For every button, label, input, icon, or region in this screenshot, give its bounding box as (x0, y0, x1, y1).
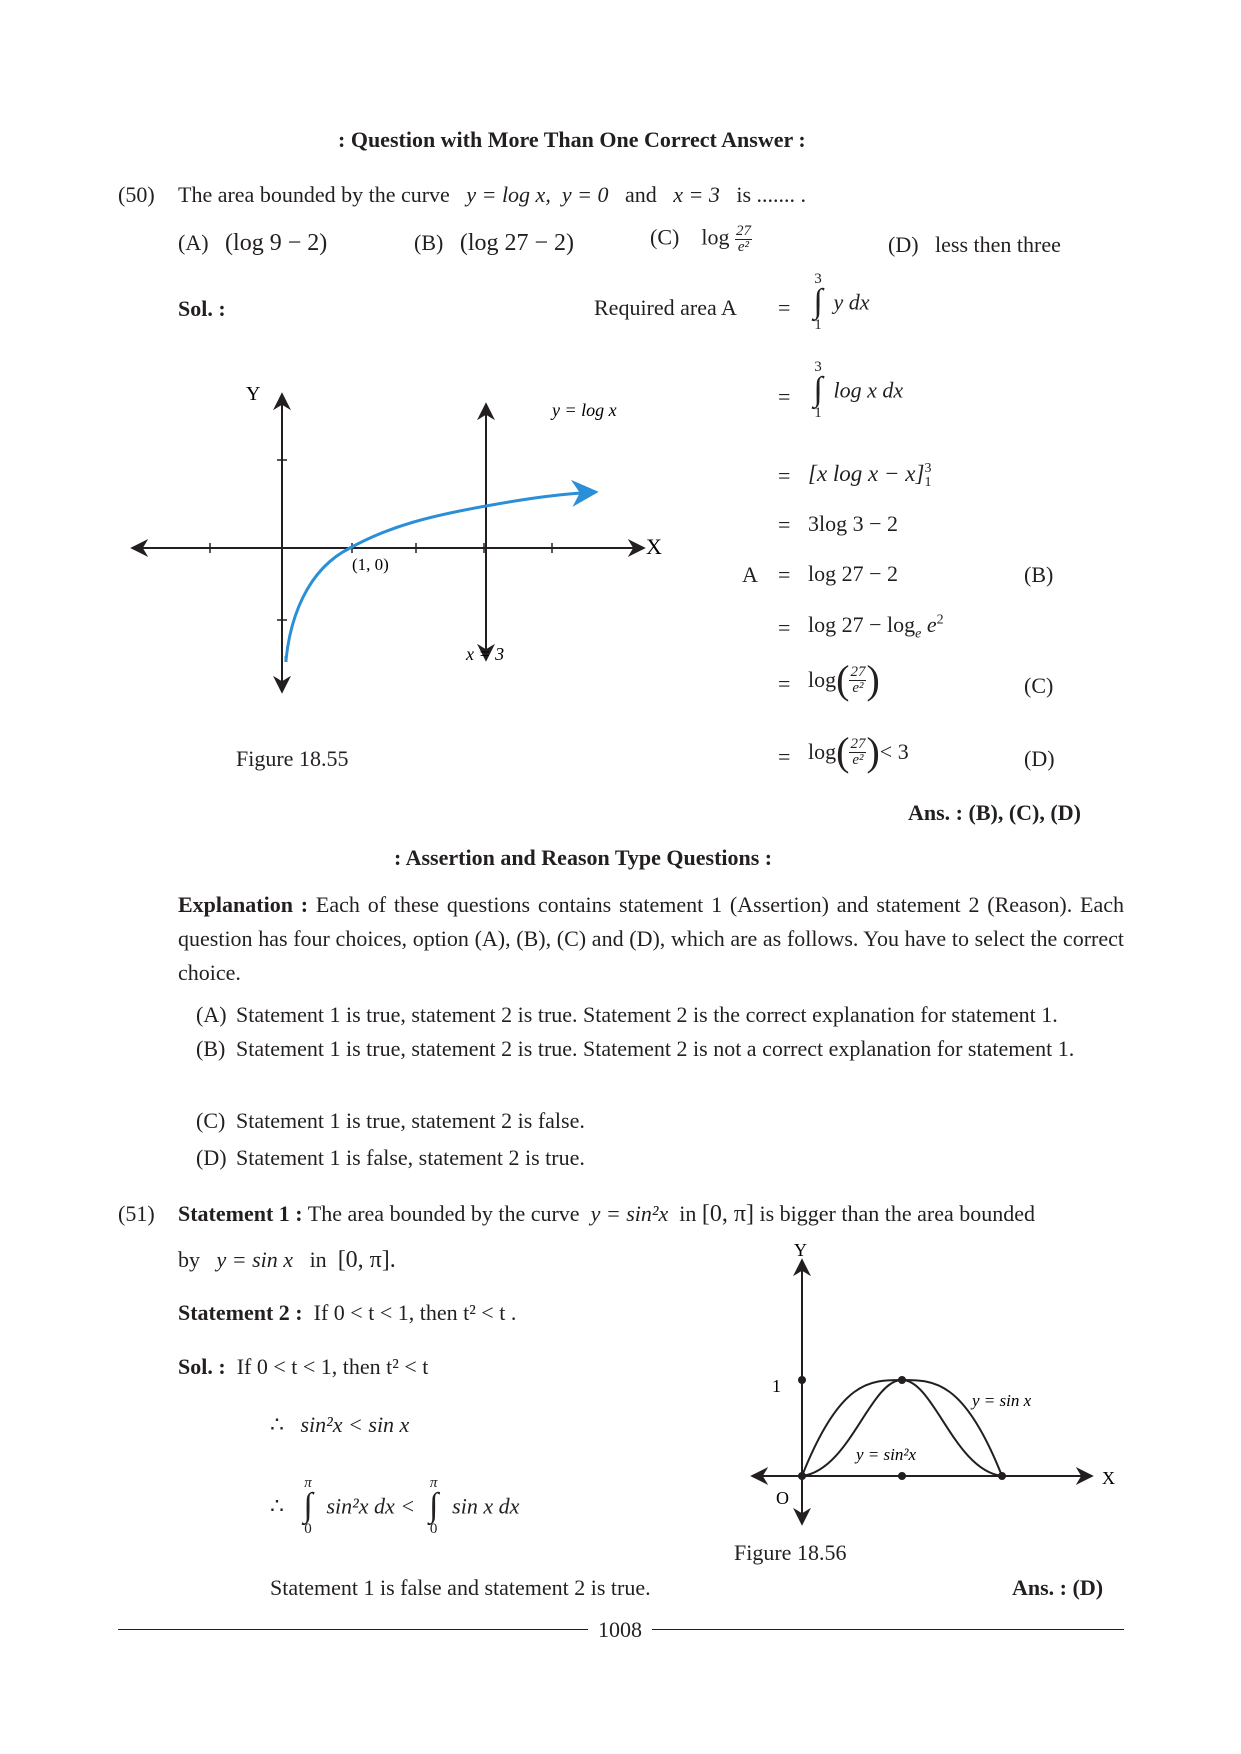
q50-step5: log 27 − 2 (808, 561, 899, 586)
q50-option-c-log: log (701, 224, 730, 250)
footer-rule-right (652, 1629, 1124, 1630)
integral-sign: 3 ∫ 1 (808, 360, 828, 421)
q50-step8: log( $\frac{27}{\text{e²}}$ )< 3 (808, 729, 909, 774)
integral-sign: π ∫ 0 (421, 1476, 447, 1537)
q51-statement-2 (178, 1300, 516, 1326)
q50-step3-upper: 3 (924, 460, 932, 476)
q50-option-c-num: 27 (735, 223, 751, 239)
q51-s1-line2-in: in (309, 1247, 327, 1272)
question-51-number: (51) (118, 1201, 155, 1226)
equals-sign: = (778, 615, 791, 640)
q50-step2-integrand: log x dx (833, 377, 904, 403)
integral-lower-limit: 1 (814, 316, 822, 333)
q50-and: and (624, 182, 657, 207)
figure-18-56-sine-curves (740, 1240, 1140, 1540)
fig55-curve-label: y = log x (552, 400, 617, 420)
footer-rule-left (118, 1629, 588, 1630)
q50-option-a-text: (log 9 − 2) (225, 230, 328, 256)
q50-step8-num: 27 (850, 735, 866, 752)
explanation-option-d (196, 1141, 1164, 1175)
q50-step6-sub: e (915, 626, 922, 642)
q50-step8-tag: (D) (1024, 746, 1055, 771)
equals-sign: = (778, 384, 791, 409)
q50-step6-expr: log 27 − log (808, 612, 916, 637)
equals-sign: = (778, 562, 791, 587)
fig55-line-label: x = 3 (466, 644, 505, 664)
q51-inequality-1: sin²x < sin x (300, 1412, 410, 1437)
q50-step8-tail: < 3 (879, 739, 909, 764)
q51-s1-line2-interval: [0, π]. (337, 1247, 396, 1273)
explanation-option-b-text: Statement 1 is true, statement 2 is true. Statement 2 is not a correct explanation for statement 1. (236, 1036, 1075, 1061)
explanation-option-a-label: (A) (196, 1002, 227, 1027)
fig56-y-label: Y (794, 1240, 807, 1260)
q50-stem-pre: The area bounded by the curve (178, 182, 450, 207)
figure-18-55-caption: Figure 18.55 (236, 746, 349, 771)
q50-step7-tag: (C) (1024, 673, 1054, 698)
q51-statement-1-line2 (178, 1247, 396, 1274)
q50-option-c-fraction (735, 224, 752, 255)
explanation-option-c (196, 1104, 1164, 1138)
q50-solution-label: Sol. : (178, 296, 226, 321)
explanation-option-b (196, 1032, 1164, 1066)
integral-lower-limit: 0 (304, 1520, 312, 1537)
q51-s1-line2-eq: y = sin x (216, 1247, 294, 1272)
fig55-point-label: (1, 0) (352, 555, 389, 574)
q51-integral-left: sin²x dx < (326, 1493, 416, 1519)
q50-step6-tail: e (926, 612, 937, 637)
q50-answer: Ans. : (B), (C), (D) (908, 800, 1081, 825)
point-y-1 (798, 1376, 806, 1384)
integral-sign: 3 ∫ 1 (808, 272, 828, 333)
curve-y-log-x (286, 492, 596, 660)
q50-option-c-label: (C) (650, 224, 680, 250)
explanation-paragraph (178, 888, 1124, 990)
q50-option-b (414, 230, 574, 257)
q51-conclusion: Statement 1 is false and statement 2 is true. (270, 1575, 651, 1600)
q50-step6-sup: 2 (936, 612, 944, 628)
integral-upper-limit: π (429, 1475, 438, 1491)
fig55-y-label: Y (246, 383, 261, 405)
explanation-option-d-text: Statement 1 is false, statement 2 is true. (236, 1145, 585, 1170)
q50-step8-fraction (849, 737, 866, 768)
equals-sign: = (778, 512, 791, 537)
therefore-symbol: ∴ (270, 1493, 284, 1519)
q51-statement-1 (178, 1201, 1035, 1228)
q51-integral-right: sin x dx (452, 1493, 520, 1519)
figure-18-56-caption: Figure 18.56 (734, 1540, 847, 1565)
question-50-text (178, 182, 806, 208)
q50-option-c-den: e² (737, 239, 750, 255)
q50-option-c (650, 224, 752, 255)
q50-option-b-label: (B) (414, 230, 444, 255)
q51-s2-label: Statement 2 : (178, 1300, 303, 1325)
fig56-sin2x-label: y = sin²x (856, 1445, 916, 1464)
q50-step5-lhs: A (742, 562, 758, 587)
q51-solution (178, 1354, 428, 1380)
q51-s1-label: Statement 1 : (178, 1201, 303, 1226)
q51-s1-by: by (178, 1247, 200, 1272)
q51-answer: Ans. : (D) (1012, 1575, 1104, 1600)
fig56-sinx-label: y = sin x (972, 1391, 1032, 1410)
explanation-label: Explanation : (178, 892, 309, 917)
integral-lower-limit: 1 (814, 404, 822, 421)
explanation-option-b-label: (B) (196, 1036, 226, 1061)
point-pi (998, 1472, 1006, 1480)
q51-s1-text2: in (679, 1201, 697, 1226)
equals-sign: = (778, 463, 791, 488)
page-number: 1008 (598, 1617, 642, 1642)
q50-option-a (178, 230, 327, 257)
q50-step2 (808, 360, 903, 421)
q50-eq1: y = log x, (466, 182, 551, 207)
q51-s1-eq: y = sin²x (590, 1201, 669, 1226)
q50-step7-fraction (849, 665, 866, 696)
point-half-pi (898, 1472, 906, 1480)
explanation-option-c-text: Statement 1 is true, statement 2 is false. (236, 1108, 585, 1133)
q50-step3-lower: 1 (924, 474, 932, 490)
integral-lower-limit: 0 (429, 1520, 438, 1537)
q50-option-b-text: (log 27 − 2) (459, 230, 575, 256)
q50-step3 (808, 461, 931, 490)
q50-step7-den: e² (852, 679, 864, 696)
explanation-option-d-label: (D) (196, 1145, 227, 1170)
q50-step7: log( $\frac{27}{\text{e²}}$ ) (808, 657, 880, 702)
equals-sign: = (778, 295, 791, 320)
equals-sign: = (778, 671, 791, 696)
explanation-option-a (196, 998, 1164, 1032)
q50-step5-tag: (B) (1024, 562, 1054, 587)
q50-step6 (808, 612, 944, 642)
explanation-option-c-label: (C) (196, 1108, 226, 1133)
q50-step7-num: 27 (850, 663, 866, 680)
q50-step8-log: log (808, 739, 837, 764)
q50-eq3: x = 3 (673, 182, 720, 207)
q50-step8-den: e² (852, 751, 864, 768)
q50-stem-post: is ....... . (736, 182, 807, 207)
figure-18-55-log-curve (110, 360, 690, 720)
q50-required-area: Required area A (594, 295, 737, 320)
integral-upper-limit: π (304, 1475, 312, 1491)
q50-step1 (808, 272, 870, 333)
q51-step1 (270, 1412, 409, 1438)
q50-step4: 3log 3 − 2 (808, 511, 899, 536)
fig56-one-label: 1 (772, 1376, 781, 1396)
q50-step7-log: log (808, 667, 837, 692)
section-heading-multiple-correct: : Question with More Than One Correct Answer : (338, 127, 806, 152)
fig56-origin-label: O (776, 1488, 789, 1508)
explanation-text: Each of these questions contains statement 1 (Assertion) and statement 2 (Reason). Each question has four choices, option (A), (B), (C) and (D), which are as follows. You have to select the correct choice. (178, 892, 1124, 985)
q50-step1-integrand: y dx (833, 289, 870, 315)
integral-sign: π ∫ 0 (295, 1476, 321, 1537)
integral-upper-limit: 3 (814, 359, 822, 375)
fig55-x-label: X (646, 534, 662, 559)
section-heading-assertion-reason: : Assertion and Reason Type Questions : (394, 845, 773, 870)
q50-option-a-label: (A) (178, 230, 209, 255)
fig56-x-label: X (1102, 1468, 1115, 1488)
q51-s1-text1: The area bounded by the curve (307, 1201, 580, 1226)
q51-step2 (270, 1476, 519, 1537)
q50-option-d-text: less then three (935, 232, 1061, 257)
q51-s1-interval: [0, π] (701, 1201, 754, 1227)
explanation-option-a-text: Statement 1 is true, statement 2 is true. Statement 2 is the correct explanation for statement 1. (236, 1002, 1058, 1027)
integral-upper-limit: 3 (814, 271, 822, 287)
q51-sol-text: If 0 < t < 1, then t² < t (236, 1354, 429, 1379)
q51-sol-label: Sol. : (178, 1354, 226, 1379)
q51-s1-text3: is bigger than the area bounded (759, 1201, 1035, 1226)
point-peak (898, 1376, 906, 1384)
q50-option-d (888, 232, 1061, 258)
q50-step3-expr: [x log x − x] (808, 461, 925, 486)
q50-option-d-label: (D) (888, 232, 919, 257)
q50-eq2: y = 0 (561, 182, 609, 207)
question-50-number: (50) (118, 182, 155, 207)
therefore-symbol: ∴ (270, 1412, 284, 1437)
equals-sign: = (778, 744, 791, 769)
q51-s2-text: If 0 < t < 1, then t² < t . (313, 1300, 517, 1325)
point-origin (798, 1472, 806, 1480)
